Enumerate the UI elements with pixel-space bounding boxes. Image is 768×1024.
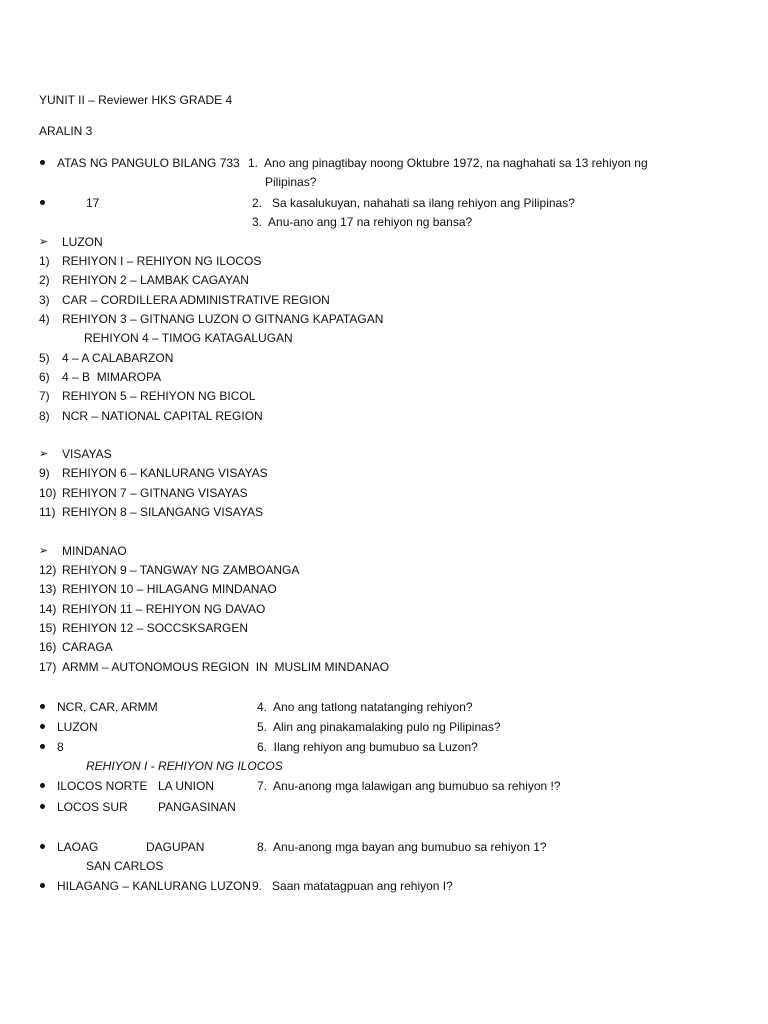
list-item: ARMM – AUTONOMOUS REGION IN MUSLIM MINDANAO xyxy=(62,660,390,674)
section-visayas: VISAYAS xyxy=(62,447,112,461)
answer-9: HILAGANG – KANLURANG LUZON xyxy=(57,879,252,893)
list-number: 11) xyxy=(39,505,56,519)
answer-7d: PANGASINAN xyxy=(158,800,236,814)
bullet-icon xyxy=(40,160,45,165)
list-item: REHIYON 10 – HILAGANG MINDANAO xyxy=(62,582,277,596)
question-5: 5. Alin ang pinakamalaking pulo ng Pilipinas? xyxy=(257,720,501,734)
list-item: REHIYON 6 – KANLURANG VISAYAS xyxy=(62,466,268,480)
list-item: NCR – NATIONAL CAPITAL REGION xyxy=(62,409,263,423)
question-8: 8. Anu-anong mga bayan ang bumubuo sa rehiyon 1? xyxy=(257,840,547,854)
list-item: REHIYON 12 – SOCCSKSARGEN xyxy=(62,621,249,635)
answer-8c: SAN CARLOS xyxy=(86,859,164,873)
answer-7c: LOCOS SUR xyxy=(57,800,128,814)
list-number: 3) xyxy=(39,293,50,307)
list-item: REHIYON 3 – GITNANG LUZON O GITNANG KAPATAGAN xyxy=(62,312,384,326)
question-4: 4. Ano ang tatlong natatanging rehiyon? xyxy=(257,700,473,714)
list-number: 14) xyxy=(39,602,57,616)
list-subitem: REHIYON 4 – TIMOG KATAGALUGAN xyxy=(84,331,293,345)
question-1: 1. Ano ang pinagtibay noong Oktubre 1972, na naghahati sa 13 rehiyon ng xyxy=(248,156,648,170)
question-9: 9. Saan matatagpuan ang rehiyon I? xyxy=(252,879,453,893)
list-number: 10) xyxy=(39,486,57,500)
list-number: 8) xyxy=(39,409,50,423)
list-number: 2) xyxy=(39,273,50,287)
list-number: 9) xyxy=(39,466,50,480)
list-number: 1) xyxy=(39,254,50,268)
list-number: 5) xyxy=(39,351,50,365)
list-item: REHIYON I – REHIYON NG ILOCOS xyxy=(62,254,262,268)
bullet-icon xyxy=(40,844,45,849)
bullet-icon xyxy=(40,744,45,749)
arrow-bullet-icon: ➢ xyxy=(39,447,49,460)
section-luzon: LUZON xyxy=(62,235,103,249)
answer-2: 17 xyxy=(86,196,100,210)
list-number: 4) xyxy=(39,312,50,326)
list-item: REHIYON 8 – SILANGANG VISAYAS xyxy=(62,505,263,519)
list-number: 12) xyxy=(39,563,57,577)
list-item: CAR – CORDILLERA ADMINISTRATIVE REGION xyxy=(62,293,330,307)
list-item: REHIYON 2 – LAMBAK CAGAYAN xyxy=(62,273,249,287)
answer-5: LUZON xyxy=(57,720,98,734)
list-item: 4 – B MIMAROPA xyxy=(62,370,162,384)
answer-7b: LA UNION xyxy=(158,779,215,793)
question-7: 7. Anu-anong mga lalawigan ang bumubuo sa rehiyon !? xyxy=(257,779,561,793)
bullet-icon xyxy=(40,783,45,788)
arrow-bullet-icon: ➢ xyxy=(39,544,49,557)
bullet-icon xyxy=(40,804,45,809)
answer-4: NCR, CAR, ARMM xyxy=(57,700,158,714)
list-number: 16) xyxy=(39,640,57,654)
answer-1: ATAS NG PANGULO BILANG 733 xyxy=(57,156,240,170)
page-title: YUNIT II – Reviewer HKS GRADE 4 xyxy=(39,93,233,107)
bullet-icon xyxy=(40,200,45,205)
list-item: 4 – A CALABARZON xyxy=(62,351,174,365)
list-item: REHIYON 7 – GITNANG VISAYAS xyxy=(62,486,248,500)
arrow-bullet-icon: ➢ xyxy=(39,235,49,248)
list-item: CARAGA xyxy=(62,640,113,654)
question-3: 3. Anu-ano ang 17 na rehiyon ng bansa? xyxy=(252,215,473,229)
answer-8a: LAOAG xyxy=(57,840,99,854)
bullet-icon xyxy=(40,724,45,729)
answer-7a: ILOCOS NORTE xyxy=(57,779,148,793)
section-mindanao: MINDANAO xyxy=(62,544,127,558)
list-number: 17) xyxy=(39,660,57,674)
answer-8b: DAGUPAN xyxy=(146,840,205,854)
lesson-label: ARALIN 3 xyxy=(39,124,93,138)
list-item: REHIYON 9 – TANGWAY NG ZAMBOANGA xyxy=(62,563,300,577)
bullet-icon xyxy=(40,883,45,888)
answer-6: 8 xyxy=(57,740,64,754)
list-item: REHIYON 5 – REHIYON NG BICOL xyxy=(62,389,256,403)
bullet-icon xyxy=(40,704,45,709)
list-number: 7) xyxy=(39,389,50,403)
region-heading: REHIYON I - REHIYON NG ILOCOS xyxy=(86,759,283,773)
list-item: REHIYON 11 – REHIYON NG DAVAO xyxy=(62,602,266,616)
list-number: 6) xyxy=(39,370,50,384)
question-6: 6. Ilang rehiyon ang bumubuo sa Luzon? xyxy=(257,740,478,754)
question-1-cont: Pilipinas? xyxy=(265,175,317,189)
question-2: 2. Sa kasalukuyan, nahahati sa ilang rehiyon ang Pilipinas? xyxy=(252,196,575,210)
list-number: 13) xyxy=(39,582,57,596)
list-number: 15) xyxy=(39,621,57,635)
